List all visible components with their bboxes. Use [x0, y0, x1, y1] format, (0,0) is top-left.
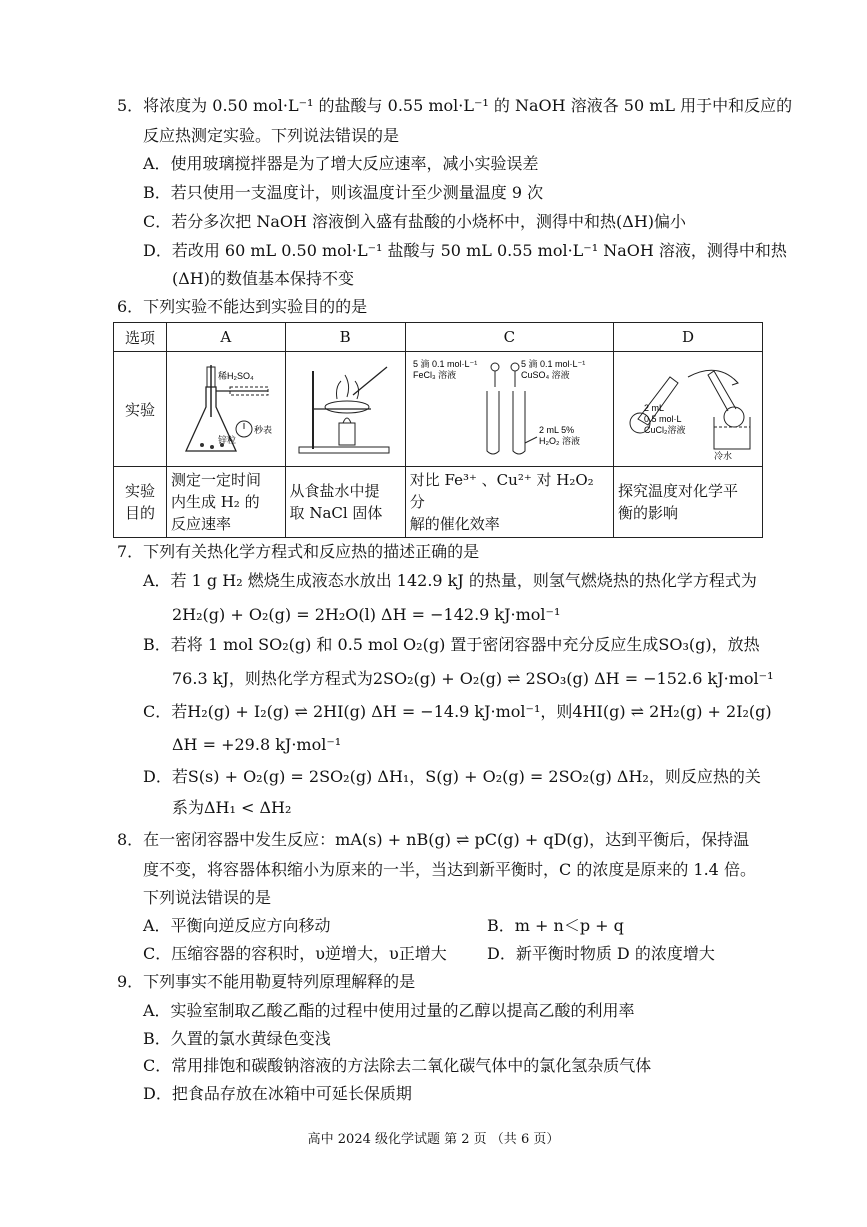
q5-option-d-line2: (ΔH)的数值基本保持不变 [172, 269, 354, 288]
label-d-4: 冷水 [713, 451, 732, 461]
q7-stem: 7．下列有关热化学方程式和反应热的描述正确的是 [117, 542, 480, 561]
header-option: 选项 [114, 323, 167, 352]
q8-option-b: B．m + n＜p + q [487, 916, 624, 935]
label-c-right2: CuSO₄ 溶液 [521, 370, 571, 380]
q8-option-c: C．压缩容器的容积时，υ逆增大，υ正增大 [143, 944, 447, 963]
experiment-table [113, 322, 763, 538]
q5-option-b: B．若只使用一支温度计，则该温度计至少测量温度 9 次 [143, 183, 544, 202]
purpose-a-line3: 反应速率 [170, 515, 231, 533]
q7-option-a-line1: A．若 1 g H₂ 燃烧生成液态水放出 142.9 kJ 的热量，则氢气燃烧热的热化学方程式为 [143, 571, 757, 590]
q7-option-b-line1: B．若将 1 mol SO₂(g) 和 0.5 mol O₂(g) 置于密闭容器中充分反应生成SO₃(g)，放热 [143, 635, 760, 654]
label-zinc: 锌粒 [217, 435, 236, 445]
q8-stem-line3: 下列说法错误的是 [143, 888, 272, 907]
header-c: C [405, 323, 613, 352]
label-dilute-acid: 稀H₂SO₄ [217, 371, 254, 381]
q8-option-d: D．新平衡时物质 D 的浓度增大 [487, 944, 715, 963]
label-stopwatch: 秒表 [253, 425, 272, 435]
label-c-left2: FeCl₃ 溶液 [413, 370, 457, 380]
label-c-bottom: 2 mL 5% [539, 425, 575, 435]
label-c-right: 5 滴 0.1 mol·L⁻¹ [521, 359, 586, 369]
apparatus-d [613, 352, 762, 467]
q8-option-a: A．平衡向逆反应方向移动 [143, 916, 331, 935]
apparatus-b [285, 352, 405, 467]
q6-stem: 6．下列实验不能达到实验目的的是 [117, 297, 368, 316]
q9-option-a: A．实验室制取乙酸乙酯的过程中使用过量的乙醇以提高乙酸的利用率 [143, 1001, 635, 1020]
purpose-d-line2: 衡的影响 [617, 504, 678, 522]
test-tubes-icon [411, 357, 607, 461]
q9-stem: 9．下列事实不能用勒夏特列原理解释的是 [117, 972, 416, 991]
purpose-a [166, 467, 285, 538]
q7-option-d-line2: 系为ΔH₁ < ΔH₂ [172, 798, 292, 817]
label-c-bottom2: H₂O₂ 溶液 [539, 436, 581, 446]
purpose-c-line2: 解的催化效率 [409, 515, 500, 533]
q9-option-c: C．常用排饱和碳酸钠溶液的方法除去二氧化碳气体中的氯化氢杂质气体 [143, 1056, 652, 1075]
evaporating-dish-icon [291, 357, 399, 461]
label-c-left: 5 滴 0.1 mol·L⁻¹ [413, 359, 478, 369]
q7-option-a-line2: 2H₂(g) + O₂(g) = 2H₂O(l) ΔH = −142.9 kJ·mol⁻¹ [172, 605, 561, 624]
purpose-a-line2: 内生成 H₂ 的 [170, 493, 260, 511]
purpose-b-line1: 从食盐水中提 [289, 482, 380, 500]
header-d: D [613, 323, 762, 352]
purpose-d [613, 467, 762, 538]
flask-apparatus-icon [172, 357, 280, 461]
label-d-2: 0.5 mol·L [643, 414, 682, 424]
row-label-purpose [114, 467, 167, 538]
table-purpose-row [114, 467, 763, 538]
table-header-row [114, 323, 763, 352]
q5-option-a: A．使用玻璃搅拌器是为了增大反应速率，减小实验误差 [143, 154, 539, 173]
q7-option-c-line2: ΔH = +29.8 kJ·mol⁻¹ [172, 735, 342, 754]
purpose-a-line1: 测定一定时间 [170, 471, 261, 489]
q5-stem-line2: 反应热测定实验。下列说法错误的是 [143, 126, 400, 145]
q9-option-b: B．久置的氯水黄绿色变浅 [143, 1029, 331, 1048]
q8-stem-line2: 度不变，将容器体积缩小为原来的一半，当达到新平衡时，C 的浓度是原来的 1.4 倍。 [143, 860, 756, 879]
purpose-label-text: 实验 目的 [124, 482, 155, 522]
q5-stem-line1: 5．将浓度为 0.50 mol·L⁻¹ 的盐酸与 0.55 mol·L⁻¹ 的 NaOH 溶液各 50 mL 用于中和反应的 [117, 96, 793, 115]
purpose-c-line1: 对比 Fe³⁺ 、Cu²⁺ 对 H₂O₂ 分 [409, 471, 594, 511]
temperature-flasks-icon [618, 357, 758, 461]
purpose-b-line2: 取 NaCl 固体 [289, 504, 383, 522]
apparatus-a [166, 352, 285, 467]
header-a: A [166, 323, 285, 352]
apparatus-c [405, 352, 613, 467]
purpose-b [285, 467, 405, 538]
q7-option-c-line1: C．若H₂(g) + I₂(g) ⇌ 2HI(g) ΔH = −14.9 kJ·mol⁻¹，则4HI(g) ⇌ 2H₂(g) + 2I₂(g) [143, 702, 772, 721]
q8-stem-line1: 8．在一密闭容器中发生反应：mA(s) + nB(g) ⇌ pC(g) + qD(g)，达到平衡后，保持温 [117, 830, 750, 849]
q7-option-d-line1: D．若S(s) + O₂(g) = 2SO₂(g) ΔH₁，S(g) + O₂(g) = 2SO₂(g) ΔH₂，则反应热的关 [143, 767, 761, 786]
page-footer: 高中 2024 级化学试题 第 2 页 （共 6 页） [307, 1132, 560, 1147]
q5-option-d-line1: D．若改用 60 mL 0.50 mol·L⁻¹ 盐酸与 50 mL 0.55 mol·L⁻¹ NaOH 溶液，测得中和热 [143, 241, 787, 260]
header-b: B [285, 323, 405, 352]
label-d-1: 2 mL [643, 403, 664, 413]
label-d-3: CuCl₂溶液 [643, 425, 686, 435]
purpose-d-line1: 探究温度对化学平 [617, 482, 738, 500]
table-experiment-row [114, 352, 763, 467]
row-label-experiment: 实验 [114, 352, 167, 467]
purpose-c [405, 467, 613, 538]
q7-option-b-line2: 76.3 kJ，则热化学方程式为2SO₂(g) + O₂(g) ⇌ 2SO₃(g) ΔH = −152.6 kJ·mol⁻¹ [172, 669, 774, 688]
q5-option-c: C．若分多次把 NaOH 溶液倒入盛有盐酸的小烧杯中，测得中和热(ΔH)偏小 [143, 212, 687, 231]
q9-option-d: D．把食品存放在冰箱中可延长保质期 [143, 1084, 412, 1103]
